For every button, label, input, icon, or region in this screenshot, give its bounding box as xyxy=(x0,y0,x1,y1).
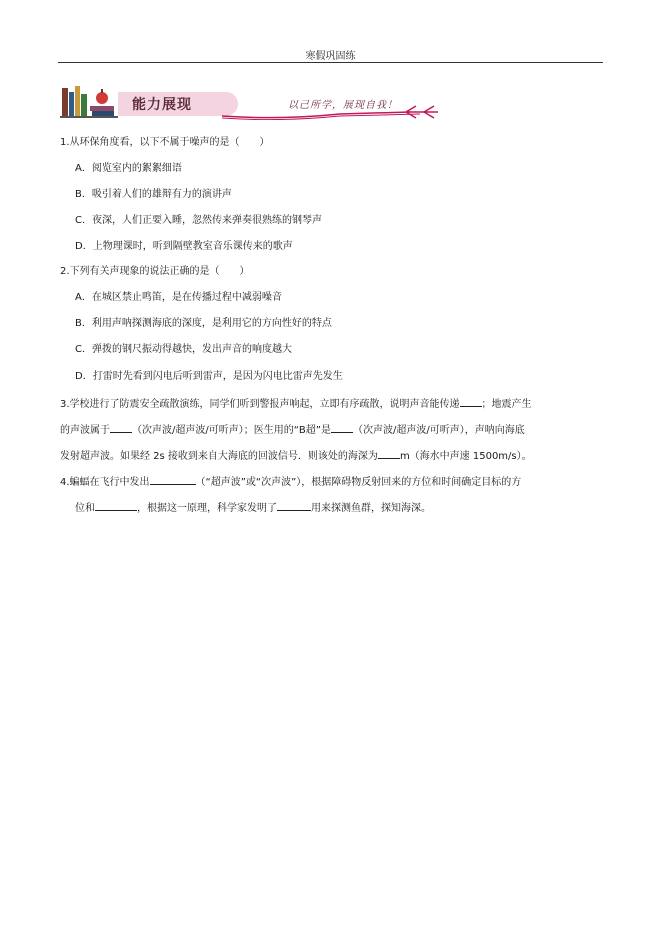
question-1-option-c: C．夜深，人们正要入睡，忽然传来弹奏很熟练的钢琴声 xyxy=(75,215,322,226)
question-3-text: （次声波/超声波/可听声），声呐向海底 xyxy=(352,425,525,436)
question-2-option-c: C．弹拨的钢尺振动得越快，发出声音的响度越大 xyxy=(75,344,292,355)
question-4-line-2 xyxy=(75,499,431,516)
question-1-stem: 1.从环保角度看，以下不属于噪声的是（ ） xyxy=(60,137,270,148)
answer-blank[interactable] xyxy=(110,421,132,433)
question-2-option-a: A．在城区禁止鸣笛，是在传播过程中减弱噪音 xyxy=(75,292,282,303)
answer-blank[interactable] xyxy=(378,447,400,459)
question-4-text: ，根据这一原理，科学家发明了 xyxy=(137,503,277,514)
banner-slogan: 以己所学，展现自我！ xyxy=(288,100,398,111)
page-header-title: 寒假巩固练 xyxy=(305,51,356,62)
question-1-option-d: D．上物理课时，听到隔壁教室音乐课传来的歌声 xyxy=(75,241,293,252)
question-3-text: 3.学校进行了防震安全疏散演练，同学们听到警报声响起，立即有序疏散，说明声音能传递 xyxy=(60,399,460,410)
question-4-text: （“超声波”或“次声波”），根据障碍物反射回来的方位和时间确定目标的方 xyxy=(195,477,522,488)
books-stack-icon xyxy=(60,84,118,118)
question-3-text: 发射超声波。如果经 2s 接收到来自大海底的回波信号．则该处的海深为 xyxy=(60,451,378,462)
question-2-option-b: B．利用声呐探测海底的深度，是利用它的方向性好的特点 xyxy=(75,318,332,329)
answer-blank[interactable] xyxy=(277,499,311,511)
question-3-line-3 xyxy=(60,447,532,464)
question-4-text: 4.蝙蝠在飞行中发出 xyxy=(60,477,150,488)
answer-blank[interactable] xyxy=(150,473,196,485)
question-3-line-2 xyxy=(60,421,525,438)
question-2-option-d: D．打雷时先看到闪电后听到雷声，是因为闪电比雷声先发生 xyxy=(75,371,343,382)
question-3-line-1 xyxy=(60,395,532,412)
question-4-text: 位和 xyxy=(75,503,95,514)
question-4-text: 用来探测鱼群，探知海深。 xyxy=(311,503,431,514)
question-1-option-a: A．阅览室内的絮絮细语 xyxy=(75,163,182,174)
answer-blank[interactable] xyxy=(331,421,353,433)
question-3-text: ；地震产生 xyxy=(481,399,532,410)
question-2-stem: 2.下列有关声现象的说法正确的是（ ） xyxy=(60,266,250,277)
question-3-text: 的声波属于 xyxy=(60,425,110,436)
question-1-option-b: B．吸引着人们的雄辩有力的演讲声 xyxy=(75,189,232,200)
section-banner xyxy=(60,84,440,124)
banner-title: 能力展现 xyxy=(132,97,192,113)
answer-blank[interactable] xyxy=(95,499,137,511)
question-3-text: （次声波/超声波/可听声）；医生用的“B超”是 xyxy=(132,425,331,436)
question-4-line-1 xyxy=(60,473,521,490)
header-divider xyxy=(58,62,603,63)
answer-blank[interactable] xyxy=(460,395,482,407)
question-3-text: m（海水中声速 1500m/s）。 xyxy=(399,451,532,462)
